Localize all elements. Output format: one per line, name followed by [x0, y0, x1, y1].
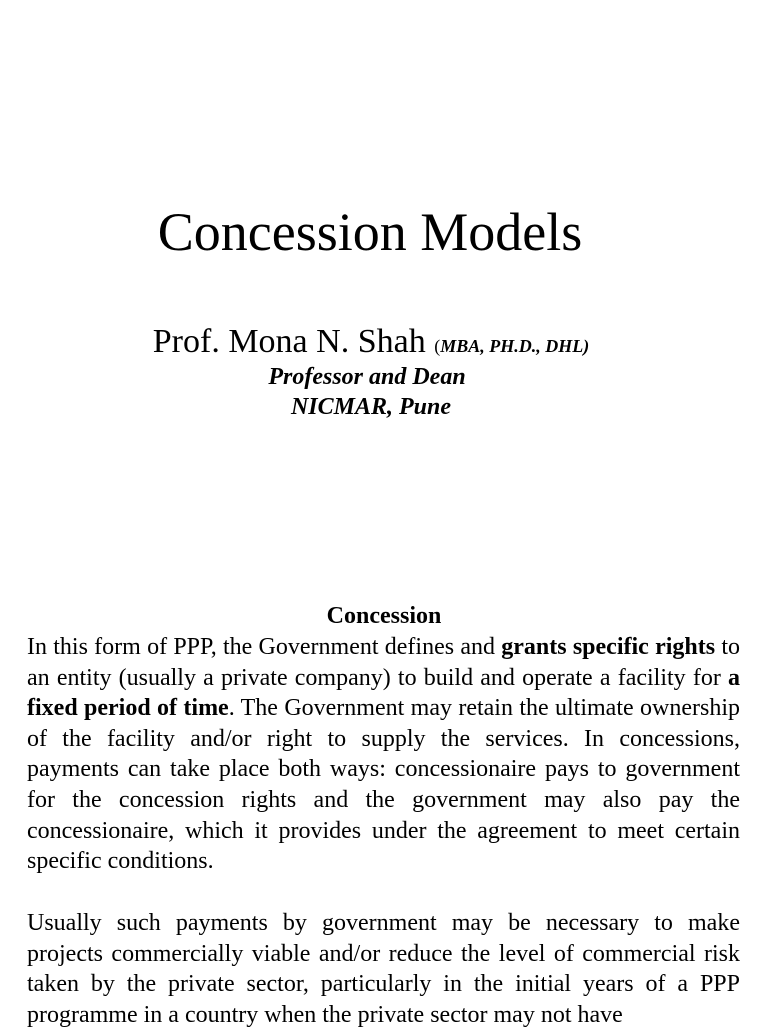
author-role: Professor and Dean [268, 364, 466, 390]
para1-text-2: to an entity (usually a private company) to build and operate a facility for [27, 634, 741, 691]
credentials-text: MBA, PH.D., DHL) [440, 336, 590, 356]
para1-bold-2: a fixed period of time [27, 664, 740, 722]
section-heading: Concession [326, 603, 442, 629]
page-title: Concession Models [157, 202, 583, 262]
para1-text-1: In this form of PPP, the Government defines and [27, 634, 502, 660]
para1-text-3: . The Government may retain the ultimate ownership of the facility and/or right to supply the services. In concessions, payments can take place both ways: concessionaire pays to government for the concession rights and the government may also pay the concessionaire, which it provides under the agreement to meet certain specific conditions. [27, 695, 741, 875]
author-credentials [434, 336, 589, 356]
author-line [0, 322, 742, 366]
para1-bold-1: grants specific rights [501, 634, 716, 660]
credentials-open-paren: ( [434, 336, 441, 356]
author-organization: NICMAR, Pune [290, 394, 452, 420]
body-paragraph-1 [27, 632, 740, 877]
body-paragraph-2: Usually such payments by government may be necessary to make projects commercially viable and/or reduce the level of commercial risk taken by the private sector, particularly in the initial years of a PPP programme in a country when the private sector may not have [27, 910, 740, 1028]
author-name: Prof. Mona N. Shah [152, 323, 426, 360]
